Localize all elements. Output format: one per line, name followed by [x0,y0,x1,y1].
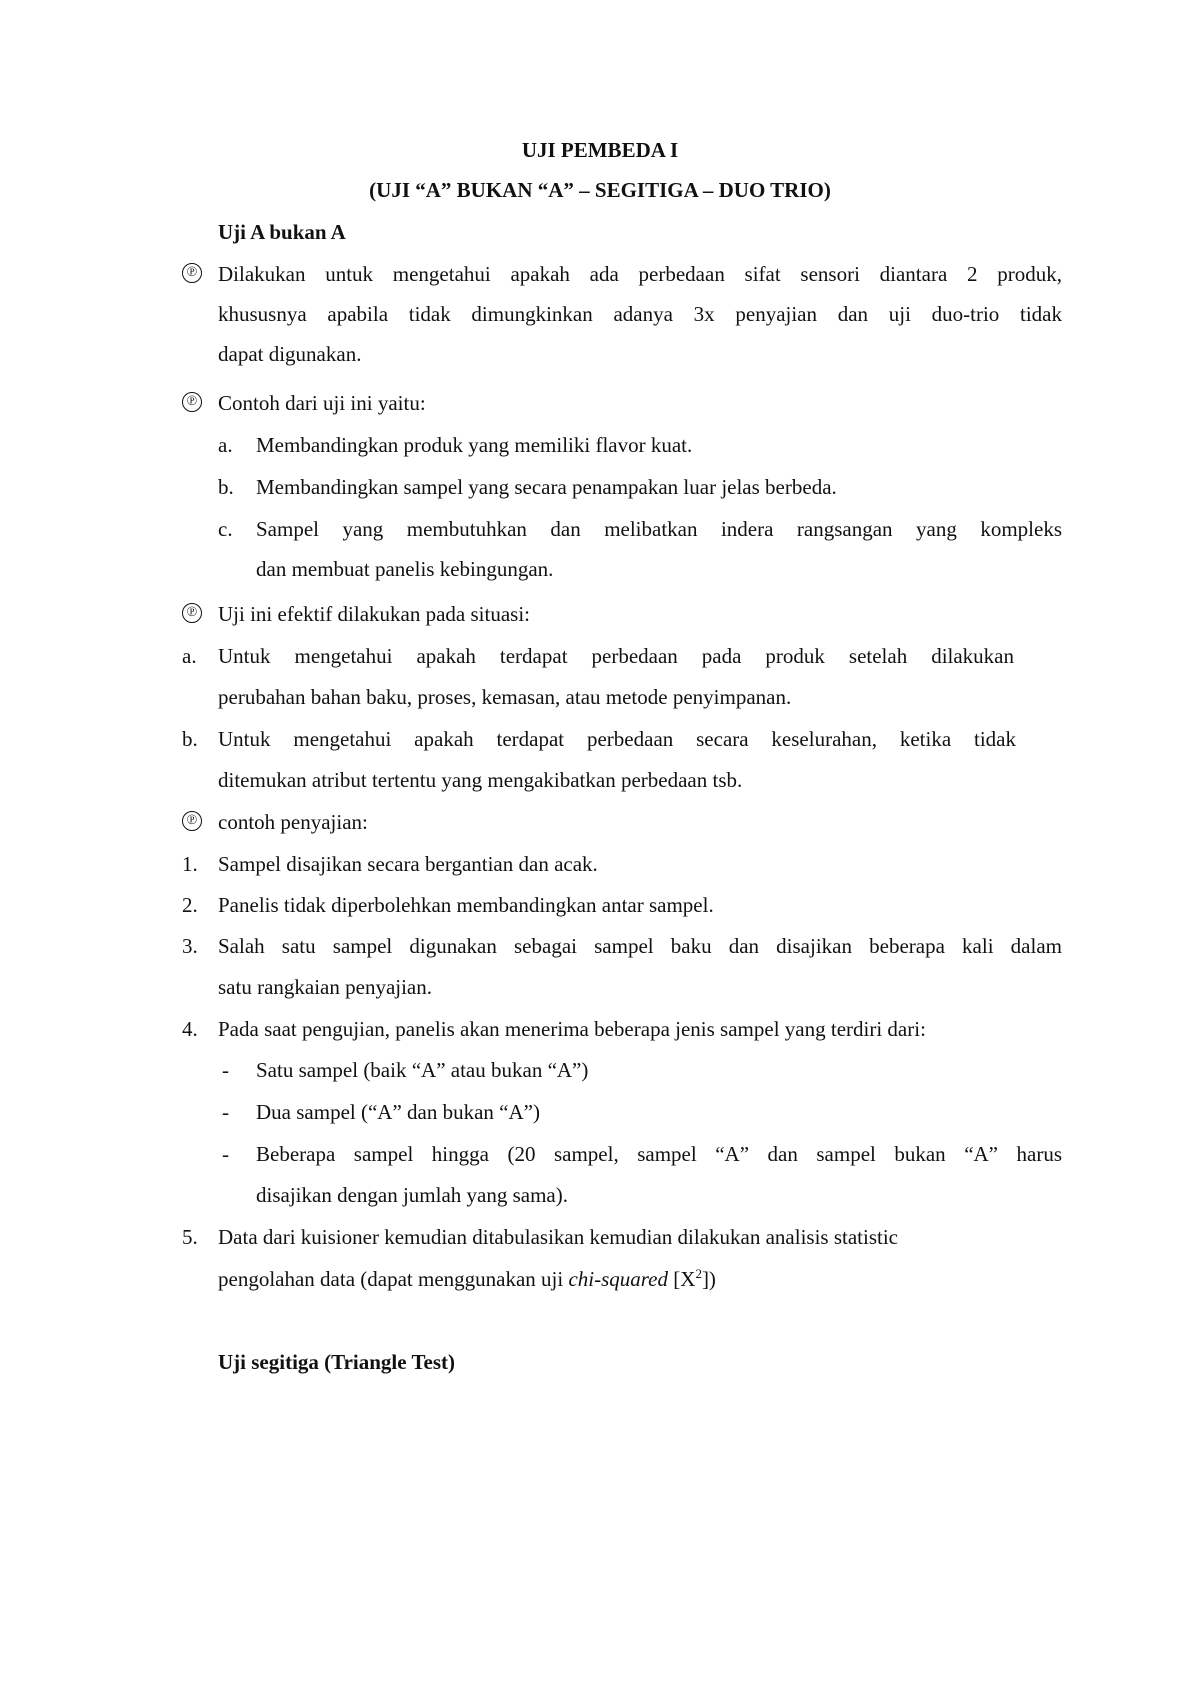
p-circle-bullet-icon: ℗ [182,392,202,412]
list-marker: b. [182,727,198,751]
list-item: Sampel yang membutuhkan dan melibatkan indera rangsangan yang kompleks [256,517,1062,541]
list-item: Pada saat pengujian, panelis akan menerima beberapa jenis sampel yang terdiri dari: [218,1017,926,1041]
list-marker: 1. [182,852,198,876]
list-marker: - [222,1058,229,1082]
list-item: Membandingkan produk yang memiliki flavor kuat. [256,433,693,457]
text-span: pengolahan data (dapat menggunakan uji [218,1267,569,1291]
text-span: ]) [701,1267,716,1291]
p-circle-bullet-icon: ℗ [182,603,202,623]
paragraph-line: khususnya apabila tidak dimungkinkan adanya 3x penyajian dan uji duo-trio tidak [218,302,1062,326]
superscript: 2 [695,1266,702,1281]
list-marker: 2. [182,893,198,917]
list-item: Untuk mengetahui apakah terdapat perbedaan secara keselurahan, ketika tidak [218,727,1016,751]
text-span: [X [668,1267,696,1291]
list-item: ditemukan atribut tertentu yang mengakibatkan perbedaan tsb. [218,768,743,792]
list-item: Dua sampel (“A” dan bukan “A”) [256,1100,540,1124]
paragraph-line: dapat digunakan. [218,342,362,366]
p-circle-bullet-icon: ℗ [182,263,202,283]
list-item: Sampel disajikan secara bergantian dan acak. [218,852,598,876]
list-marker: b. [218,475,234,499]
list-item: Beberapa sampel hingga (20 sampel, sampel “A” dan sampel bukan “A” harus [256,1142,1062,1166]
list-marker: a. [218,433,233,457]
section-heading-uji-a-bukan-a: Uji A bukan A [218,220,346,244]
list-item: satu rangkaian penyajian. [218,975,432,999]
paragraph-line: contoh penyajian: [218,810,368,834]
list-marker: - [222,1100,229,1124]
list-marker: 4. [182,1017,198,1041]
list-item: Salah satu sampel digunakan sebagai sampel baku dan disajikan beberapa kali dalam [218,934,1062,958]
document-subtitle: (UJI “A” BUKAN “A” – SEGITIGA – DUO TRIO) [369,178,831,202]
list-item: Data dari kuisioner kemudian ditabulasikan kemudian dilakukan analisis statistic [218,1225,898,1249]
list-marker: - [222,1142,229,1166]
section-heading-uji-segitiga: Uji segitiga (Triangle Test) [218,1350,456,1374]
list-marker: 3. [182,934,198,958]
list-marker: a. [182,644,197,668]
paragraph-line: Dilakukan untuk mengetahui apakah ada perbedaan sifat sensori diantara 2 produk, [218,262,1062,286]
list-item: disajikan dengan jumlah yang sama). [256,1183,568,1207]
paragraph-line: Contoh dari uji ini yaitu: [218,391,426,415]
list-item: Membandingkan sampel yang secara penampakan luar jelas berbeda. [256,475,837,499]
list-item: Satu sampel (baik “A” atau bukan “A”) [256,1058,589,1082]
list-item-formula-line [218,1265,716,1293]
document-title: UJI PEMBEDA I [521,138,679,162]
list-item: dan membuat panelis kebingungan. [256,557,554,581]
list-marker: 5. [182,1225,198,1249]
list-item: perubahan bahan baku, proses, kemasan, atau metode penyimpanan. [218,685,792,709]
p-circle-bullet-icon: ℗ [182,811,202,831]
italic-term: chi-squared [568,1267,669,1291]
paragraph-line: Uji ini efektif dilakukan pada situasi: [218,602,531,626]
list-item: Panelis tidak diperbolehkan membandingkan antar sampel. [218,893,714,917]
list-item: Untuk mengetahui apakah terdapat perbedaan pada produk setelah dilakukan [218,644,1014,668]
list-marker: c. [218,517,233,541]
